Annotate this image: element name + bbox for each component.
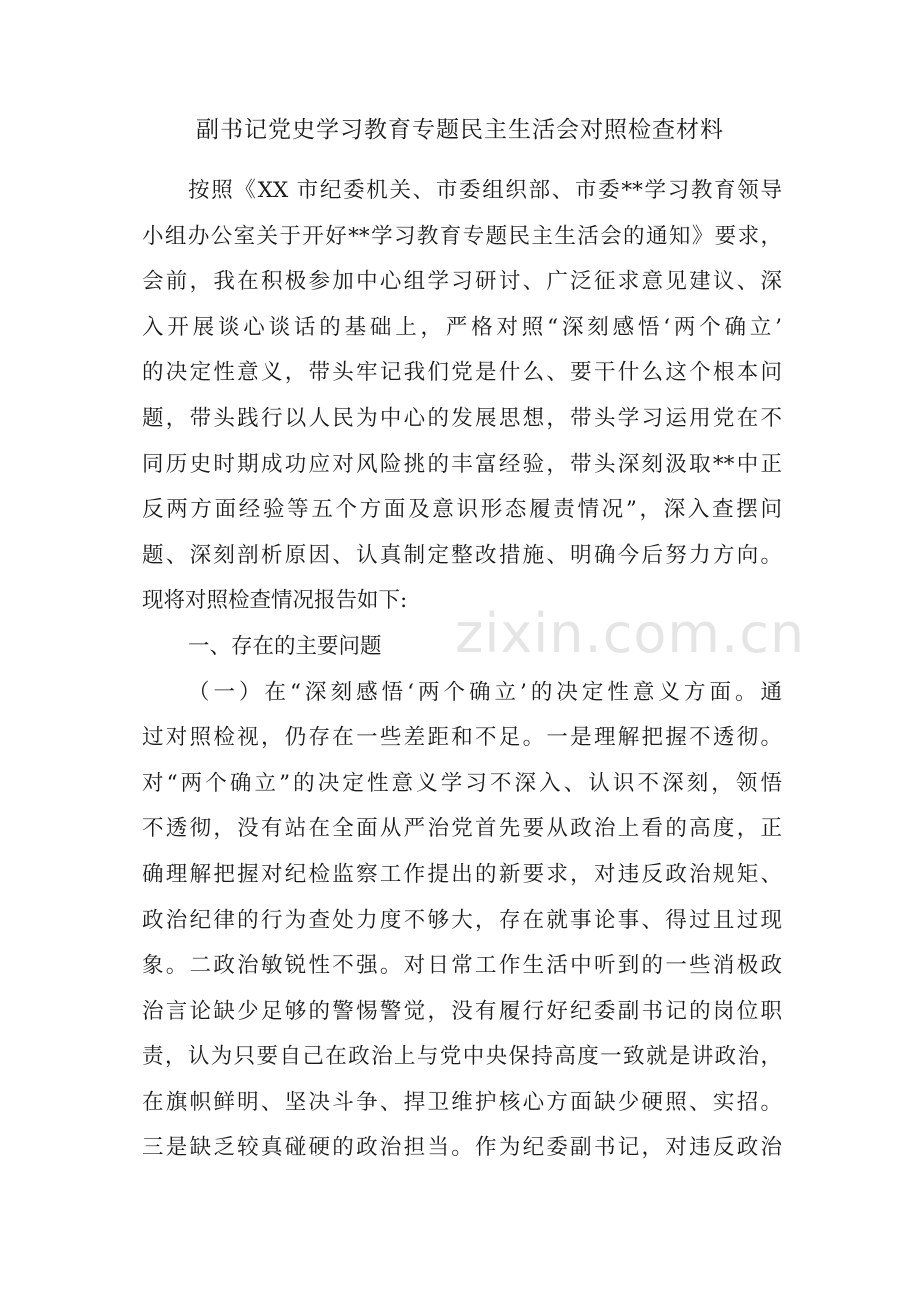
paragraph-line: 责，认为只要自己在政治上与党中央保持高度一致就是讲政治， — [142, 1044, 782, 1070]
paragraph-line: 会前，我在积极参加中心组学习研讨、广泛征求意见建议、深 — [142, 269, 782, 295]
paragraph-line: 的决定性意义，带头牢记我们党是什么、要干什么这个根本问 — [142, 360, 782, 386]
paragraph-line: 小组办公室关于开好**学习教育专题民主生活会的通知》要求， — [142, 223, 782, 249]
document-body — [142, 168, 782, 1171]
paragraph-line: 入开展谈心谈话的基础上，严格对照“深刻感悟‘两个确立’ — [142, 314, 782, 340]
paragraph-line: 对“两个确立”的决定性意义学习不深入、认识不深刻，领悟 — [142, 770, 782, 796]
watermark: zixin.com.cn — [455, 602, 806, 665]
paragraph-line: 确理解把握对纪检监察工作提出的新要求，对违反政治规矩、 — [142, 861, 782, 887]
paragraph-line: 过对照检视，仍存在一些差距和不足。一是理解把握不透彻。 — [142, 725, 782, 751]
paragraph-line: 不透彻，没有站在全面从严治党首先要从政治上看的高度，正 — [142, 816, 782, 842]
paragraph-line: 象。二政治敏锐性不强。对日常工作生活中听到的一些消极政 — [142, 953, 782, 979]
paragraph-line: 反两方面经验等五个方面及意识形态履责情况”，深入查摆问 — [142, 497, 782, 523]
paragraph-line: 题，带头践行以人民为中心的发展思想，带头学习运用党在不 — [142, 405, 782, 431]
paragraph-line: 治言论缺少足够的警惕警觉，没有履行好纪委副书记的岗位职 — [142, 998, 782, 1024]
paragraph-line: 按照《XX 市纪委机关、市委组织部、市委**学习教育领导 — [188, 178, 782, 203]
paragraph-line: 三是缺乏较真碰硬的政治担当。作为纪委副书记，对违反政治 — [142, 1135, 782, 1161]
paragraph-line: 现将对照检查情况报告如下: — [142, 588, 408, 614]
document-title: 副书记党史学习教育专题民主生活会对照检查材料 — [196, 117, 724, 143]
paragraph-line: 政治纪律的行为查处力度不够大，存在就事论事、得过且过现 — [142, 907, 782, 933]
paragraph-line: （一）在“深刻感悟‘两个确立’的决定性意义方面。通 — [188, 679, 782, 705]
paragraph-line: 在旗帜鲜明、坚决斗争、捍卫维护核心方面缺少硬照、实招。 — [142, 1089, 782, 1115]
section-heading: 一、存在的主要问题 — [188, 633, 382, 659]
paragraph-line: 同历史时期成功应对风险挑的丰富经验，带头深刻汲取**中正 — [142, 451, 782, 477]
paragraph-line: 题、深刻剖析原因、认真制定整改措施、明确今后努力方向。 — [142, 542, 782, 568]
